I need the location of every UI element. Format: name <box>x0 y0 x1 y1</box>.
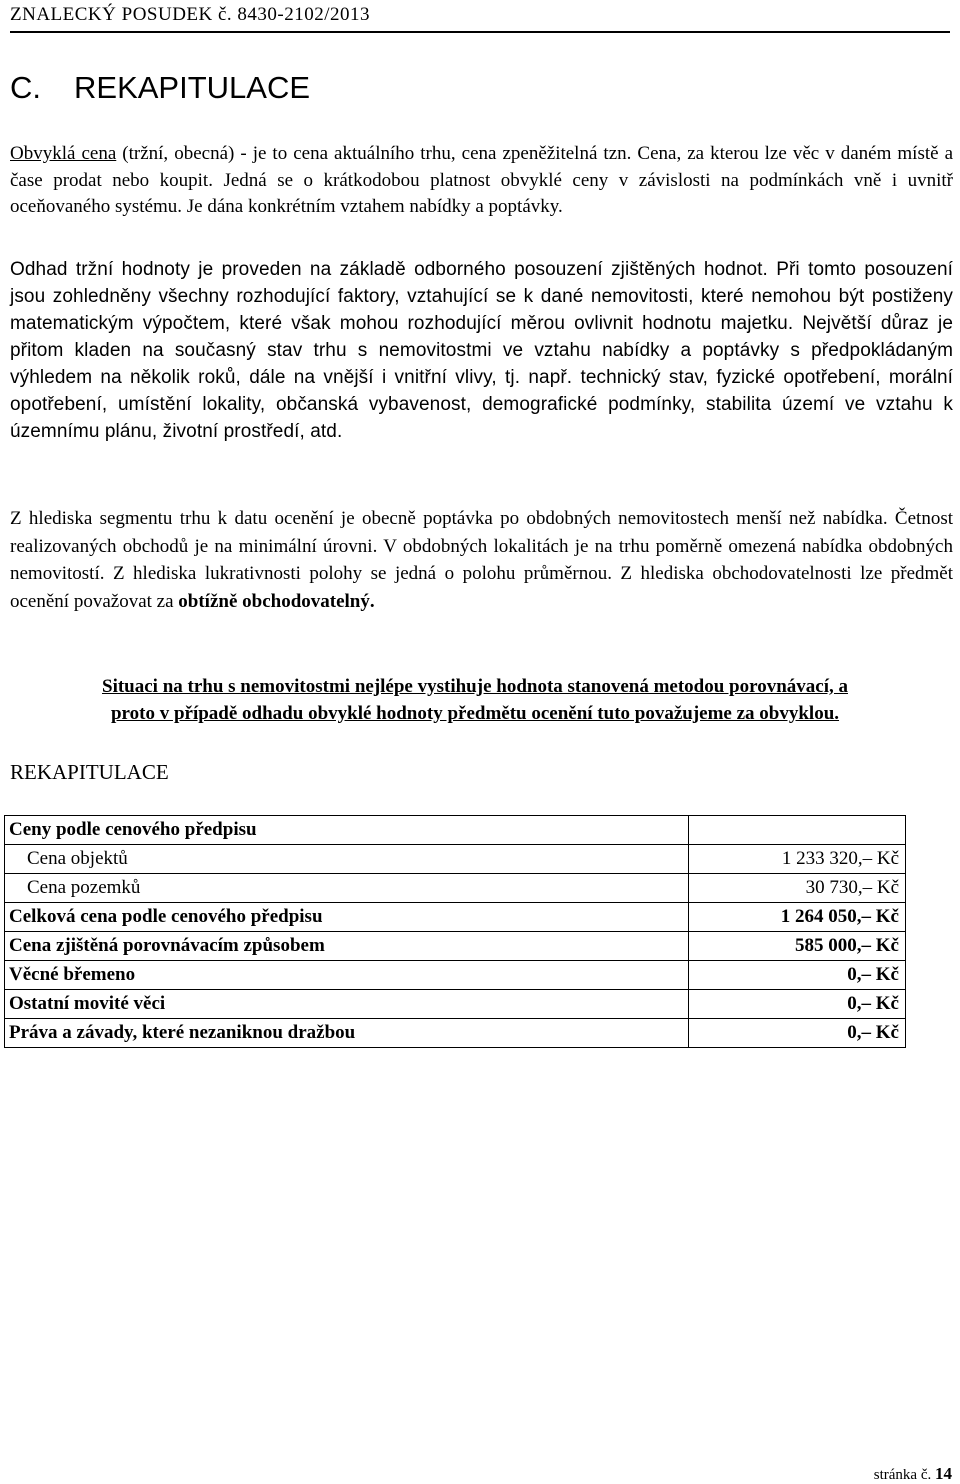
page-header <box>10 0 950 34</box>
table-row <box>5 874 906 903</box>
table-row <box>5 932 906 961</box>
section-letter: C. <box>10 70 41 105</box>
term-obvykla-cena: Obvyklá cena <box>10 143 117 164</box>
paragraph-obvykla-cena-text: (tržní, obecná) - je to cena aktuálního trhu, cena zpeněžitelná tzn. Cena, za kterou lze věc v daném místě a čase prodat nebo koupit. Jedná se o krátkodobou platnost obvyklé ceny v závislosti na podmínkách vně i uvnitř oceňovaného systému. Je dána konkrétním vztahem nabídky a poptávky. <box>10 143 954 217</box>
conclusion-line-1: Situaci na trhu s nemovitostmi nejlépe vystihuje hodnota stanovená metodou porovnávací, a <box>102 676 848 697</box>
row-value: 0,– Kč <box>688 961 905 990</box>
row-label: Cena zjištěná porovnávacím způsobem <box>5 932 689 961</box>
row-label: Celková cena podle cenového předpisu <box>5 903 689 932</box>
row-value <box>688 816 905 845</box>
table-row <box>5 816 906 845</box>
table-row <box>5 845 906 874</box>
paragraph-odhad: Odhad tržní hodnoty je proveden na základě odborného posouzení zjištěných hodnot. Při tomto posouzení jsou zohledněny všechny rozhodující faktory, vztahující se k dané nemovitosti, které nemohou být postiženy matematickým výpočtem, které však mohou rozhodující měrou ovlivnit hodnotu majetku. Největší důraz je přitom kladen na současný stav trhu s nemovitostmi ve vztahu nabídky a poptávky s předpokládaným výhledem na několik roků, dále na vnější i vnitřní vlivy, tj. např. technický stav, fyzické opotřebení, morální opotřebení, umístění lokality, občanská vybavenost, demografické podmínky, stabilita území ve vztahu k územnímu plánu, životní prostředí, atd. <box>10 259 953 442</box>
row-label: Věcné břemeno <box>5 961 689 990</box>
row-label: Cena pozemků <box>5 874 689 903</box>
page-number: 14 <box>935 1464 952 1483</box>
conclusion-line-2: proto v případě odhadu obvyklé hodnoty předmětu ocenění tuto považujeme za obvyklou. <box>110 703 840 724</box>
recap-heading: REKAPITULACE <box>10 760 169 784</box>
row-value: 30 730,– Kč <box>688 874 905 903</box>
row-label: Práva a závady, které nezaniknou dražbou <box>5 1019 689 1048</box>
paragraph-segment-bold: obtížně obchodovatelný. <box>178 590 375 612</box>
paragraph-segment <box>10 505 953 615</box>
table-row <box>5 1019 906 1048</box>
section-title: REKAPITULACE <box>74 70 311 105</box>
page-footer <box>874 1464 952 1484</box>
paragraph-segment-text: Z hlediska segmentu trhu k datu ocenění je obecně poptávka po obdobných nemovitostech menší než nabídka. Četnost realizovaných obchodů je na minimální úrovni. V obdobných lokalitách je na trhu poměrně omezená nabídka obdobných nemovitostí. Z hlediska lukrativnosti polohy se jedná o polohu průměrnou. Z hlediska obchodovatelnosti lze předmět ocenění považovat za <box>10 508 953 612</box>
table-row <box>5 961 906 990</box>
conclusion-statement <box>12 673 938 727</box>
table-row <box>5 903 906 932</box>
page-label: stránka č. <box>873 1467 932 1483</box>
table-row <box>5 990 906 1019</box>
header-divider <box>10 31 950 33</box>
row-value: 1 264 050,– Kč <box>688 903 905 932</box>
row-value: 0,– Kč <box>688 1019 905 1048</box>
row-value: 1 233 320,– Kč <box>688 845 905 874</box>
paragraph-obvykla-cena <box>10 141 953 221</box>
row-label: Ostatní movité věci <box>5 990 689 1019</box>
row-label: Ceny podle cenového předpisu <box>5 816 689 845</box>
header-title: ZNALECKÝ POSUDEK č. 8430-2102/2013 <box>10 4 371 25</box>
row-value: 0,– Kč <box>688 990 905 1019</box>
row-value: 585 000,– Kč <box>688 932 905 961</box>
section-heading <box>10 70 310 106</box>
recap-table <box>4 815 906 1048</box>
row-label: Cena objektů <box>5 845 689 874</box>
